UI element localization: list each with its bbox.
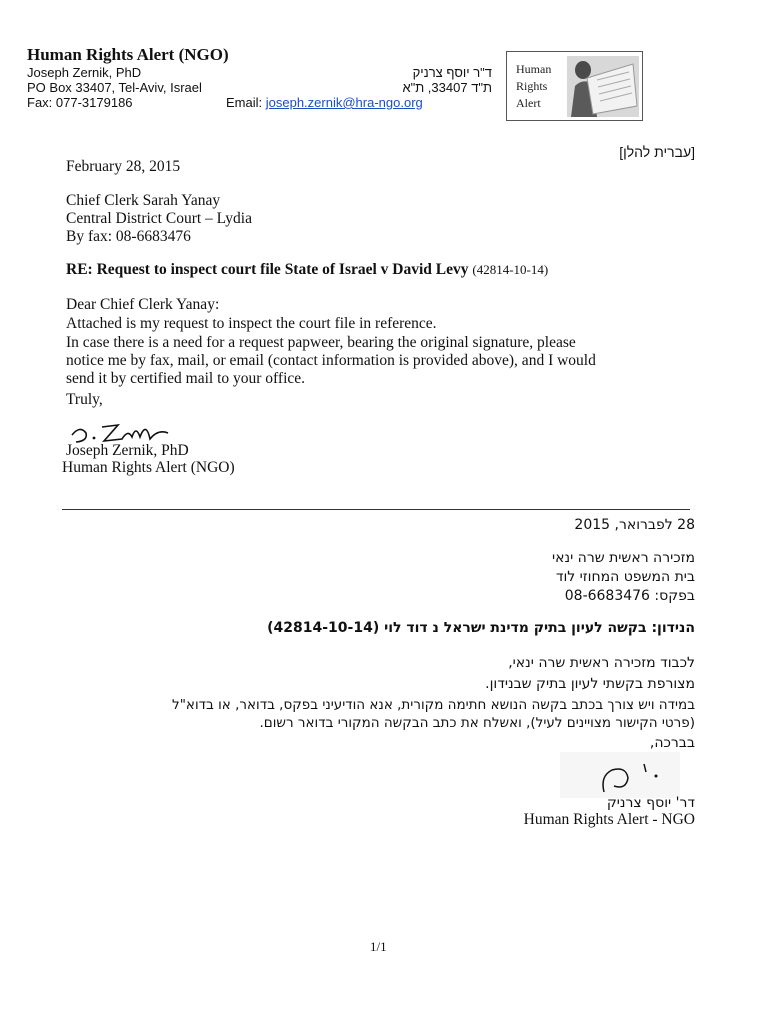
subject-line	[66, 261, 548, 279]
logo-line-1: Human	[516, 62, 552, 76]
paragraph-1: Attached is my request to inspect the court file in reference.	[66, 315, 437, 332]
hebrew-paragraph-2-line-2: (פרטי הקישור מצויינים לעיל), ואשלח את כתב הבקשה המקורי בדואר רשום.	[259, 715, 695, 731]
paragraph-2-line-1: In case there is a need for a request papweer, bearing the original signature, please	[66, 334, 576, 351]
logo-line-2: Rights	[516, 79, 548, 93]
org-name: Human Rights Alert (NGO)	[27, 45, 229, 64]
hebrew-salutation: לכבוד מזכירה ראשית שרה ינאי,	[508, 655, 695, 671]
paragraph-2-line-3: send it by certified mail to your office.	[66, 370, 306, 387]
hebrew-recipient-2: בית המשפט המחוזי לוד	[555, 569, 695, 585]
hebrew-paragraph-2-line-1: במידה ויש צורך בכתב בקשה הנושא חתימה מקורית, אנא הודיעיני בפקס, בדואר, או בדוא"ל	[172, 697, 695, 713]
recipient-line-3: By fax: 08-6683476	[66, 228, 191, 245]
address-en: PO Box 33407, Tel-Aviv, Israel	[27, 80, 202, 95]
case-number: (42814-10-14)	[472, 262, 549, 277]
hebrew-subject: הנידון: בקשה לעיון בתיק מדינת ישראל נ דוד לוי (42814-10-14)	[267, 620, 695, 636]
logo-line-3: Alert	[516, 96, 541, 110]
email-line	[226, 95, 423, 110]
hebrew-recipient-1: מזכירה ראשית שרה ינאי	[552, 550, 695, 566]
hebrew-follows-note: [עברית להלן]	[619, 144, 695, 160]
hebrew-recipient-3: בפקס: 08-6683476	[564, 588, 695, 604]
hebrew-paragraph-1: מצורפת בקשתי לעיון בתיק שבנידון.	[485, 676, 695, 692]
logo-photo	[567, 56, 639, 117]
page-number: 1/1	[370, 939, 387, 954]
address-he: ת"ד 33407, ת"א	[402, 80, 492, 95]
name-en: Joseph Zernik, PhD	[27, 65, 142, 80]
paragraph-2-line-2: notice me by fax, mail, or email (contact information is provided above), and I would	[66, 352, 596, 369]
email-link[interactable]: joseph.zernik@hra-ngo.org	[265, 95, 423, 110]
hra-logo	[506, 51, 643, 121]
signature-org-en: Human Rights Alert (NGO)	[62, 459, 235, 476]
signature-en	[66, 415, 176, 445]
recipient-line-1: Chief Clerk Sarah Yanay	[66, 192, 221, 209]
hebrew-signature-org: Human Rights Alert - NGO	[523, 811, 695, 828]
salutation: Dear Chief Clerk Yanay:	[66, 296, 220, 313]
signature-he	[560, 752, 680, 798]
logo-text	[516, 61, 551, 112]
fax-number: Fax: 077-3179186	[27, 95, 133, 110]
hebrew-signature-name: דר' יוסף צרניק	[606, 795, 695, 811]
subject-text: RE: Request to inspect court file State of Israel v David Levy	[66, 261, 469, 278]
hebrew-closing: בברכה,	[649, 735, 695, 751]
letter-date: February 28, 2015	[66, 158, 181, 175]
signature-name-en: Joseph Zernik, PhD	[66, 442, 189, 459]
separator-line	[62, 509, 690, 510]
hebrew-date: 28 לפברואר, 2015	[574, 517, 695, 533]
email-label: Email:	[226, 95, 263, 110]
name-he: ד"ר יוסף צרניק	[412, 65, 492, 80]
recipient-line-2: Central District Court – Lydia	[66, 210, 252, 227]
closing: Truly,	[66, 391, 103, 408]
